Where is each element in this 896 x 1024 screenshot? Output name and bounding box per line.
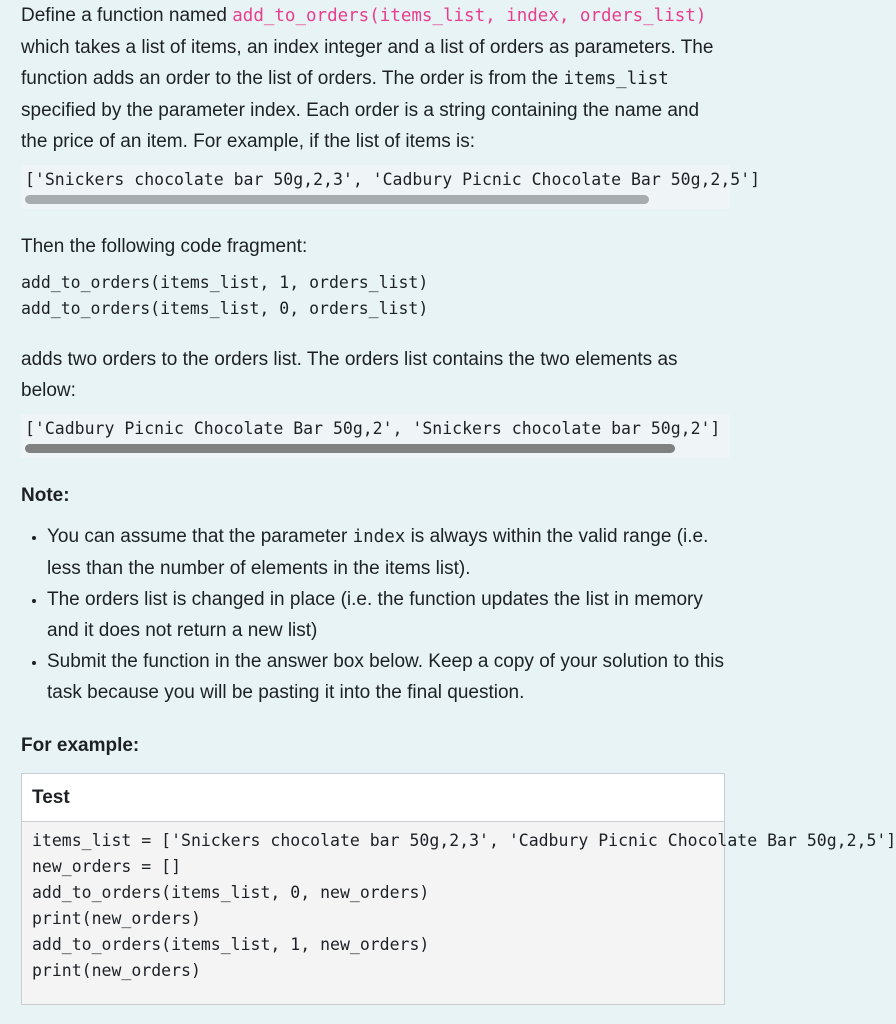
- note-item: • The orders list is changed in place (i.e. the function updates the list in memory and it does not return a new list): [47, 584, 730, 646]
- for-example-label: For example:: [21, 735, 140, 756]
- code-line: print(new_orders): [32, 909, 201, 928]
- note-item: [47, 521, 730, 584]
- orders-example-code: ['Cadbury Picnic Chocolate Bar 50g,2', 'Snickers chocolate bar 50g,2']: [25, 419, 721, 438]
- intro-text-3: specified by the parameter index. Each order is a string containing the name and the price of an item. For example, if the list of items is:: [21, 100, 700, 152]
- fragment-code: [21, 270, 730, 322]
- code-line: add_to_orders(items_list, 1, new_orders): [32, 935, 430, 954]
- code-line: print(new_orders): [32, 961, 201, 980]
- intro-text-2: which takes a list of items, an index integer and a list of orders as parameters. The function adds an order to the list of orders. The order is from the: [21, 37, 714, 89]
- scrollbar-thumb[interactable]: [25, 444, 675, 453]
- note-text: You can assume that the parameter: [47, 526, 353, 547]
- after-fragment-text: adds two orders to the orders list. The orders list contains the two elements as below:: [21, 349, 678, 401]
- index-code: index: [352, 527, 406, 547]
- example-test-table: [21, 773, 896, 1005]
- intro-paragraph: [21, 0, 730, 157]
- test-code-cell: [22, 822, 896, 1004]
- test-column-header: Test: [22, 774, 724, 822]
- code-line: add_to_orders(items_list, 0, orders_list): [21, 299, 429, 318]
- code-line: add_to_orders(items_list, 1, orders_list): [21, 273, 429, 292]
- items-example-block[interactable]: [21, 165, 761, 209]
- code-line: items_list = ['Snickers chocolate bar 50g,2,3', 'Cadbury Picnic Chocolate Bar 50g,2,5']: [32, 831, 896, 850]
- note-list: [21, 521, 730, 708]
- code-line: new_orders = []: [32, 857, 182, 876]
- scrollbar-thumb[interactable]: [25, 195, 649, 204]
- horizontal-scrollbar[interactable]: [21, 440, 730, 458]
- intro-text-1: Define a function named: [21, 5, 233, 26]
- items-example-code: ['Snickers chocolate bar 50g,2,3', 'Cadbury Picnic Chocolate Bar 50g,2,5']: [25, 170, 761, 189]
- orders-example-block[interactable]: [21, 414, 730, 458]
- function-signature: add_to_orders(items_list, index, orders_list): [232, 6, 707, 26]
- code-line: add_to_orders(items_list, 0, new_orders): [32, 883, 430, 902]
- horizontal-scrollbar[interactable]: [21, 191, 730, 209]
- fragment-intro: Then the following code fragment:: [21, 236, 308, 257]
- items-list-code: items_list: [563, 69, 669, 89]
- note-item: • Submit the function in the answer box below. Keep a copy of your solution to this task because you will be pasting it into the final question.: [47, 646, 730, 708]
- note-title: Note:: [21, 485, 70, 506]
- note-text: is always within the valid range (i.e. less than the number of elements in the items list).: [47, 526, 709, 579]
